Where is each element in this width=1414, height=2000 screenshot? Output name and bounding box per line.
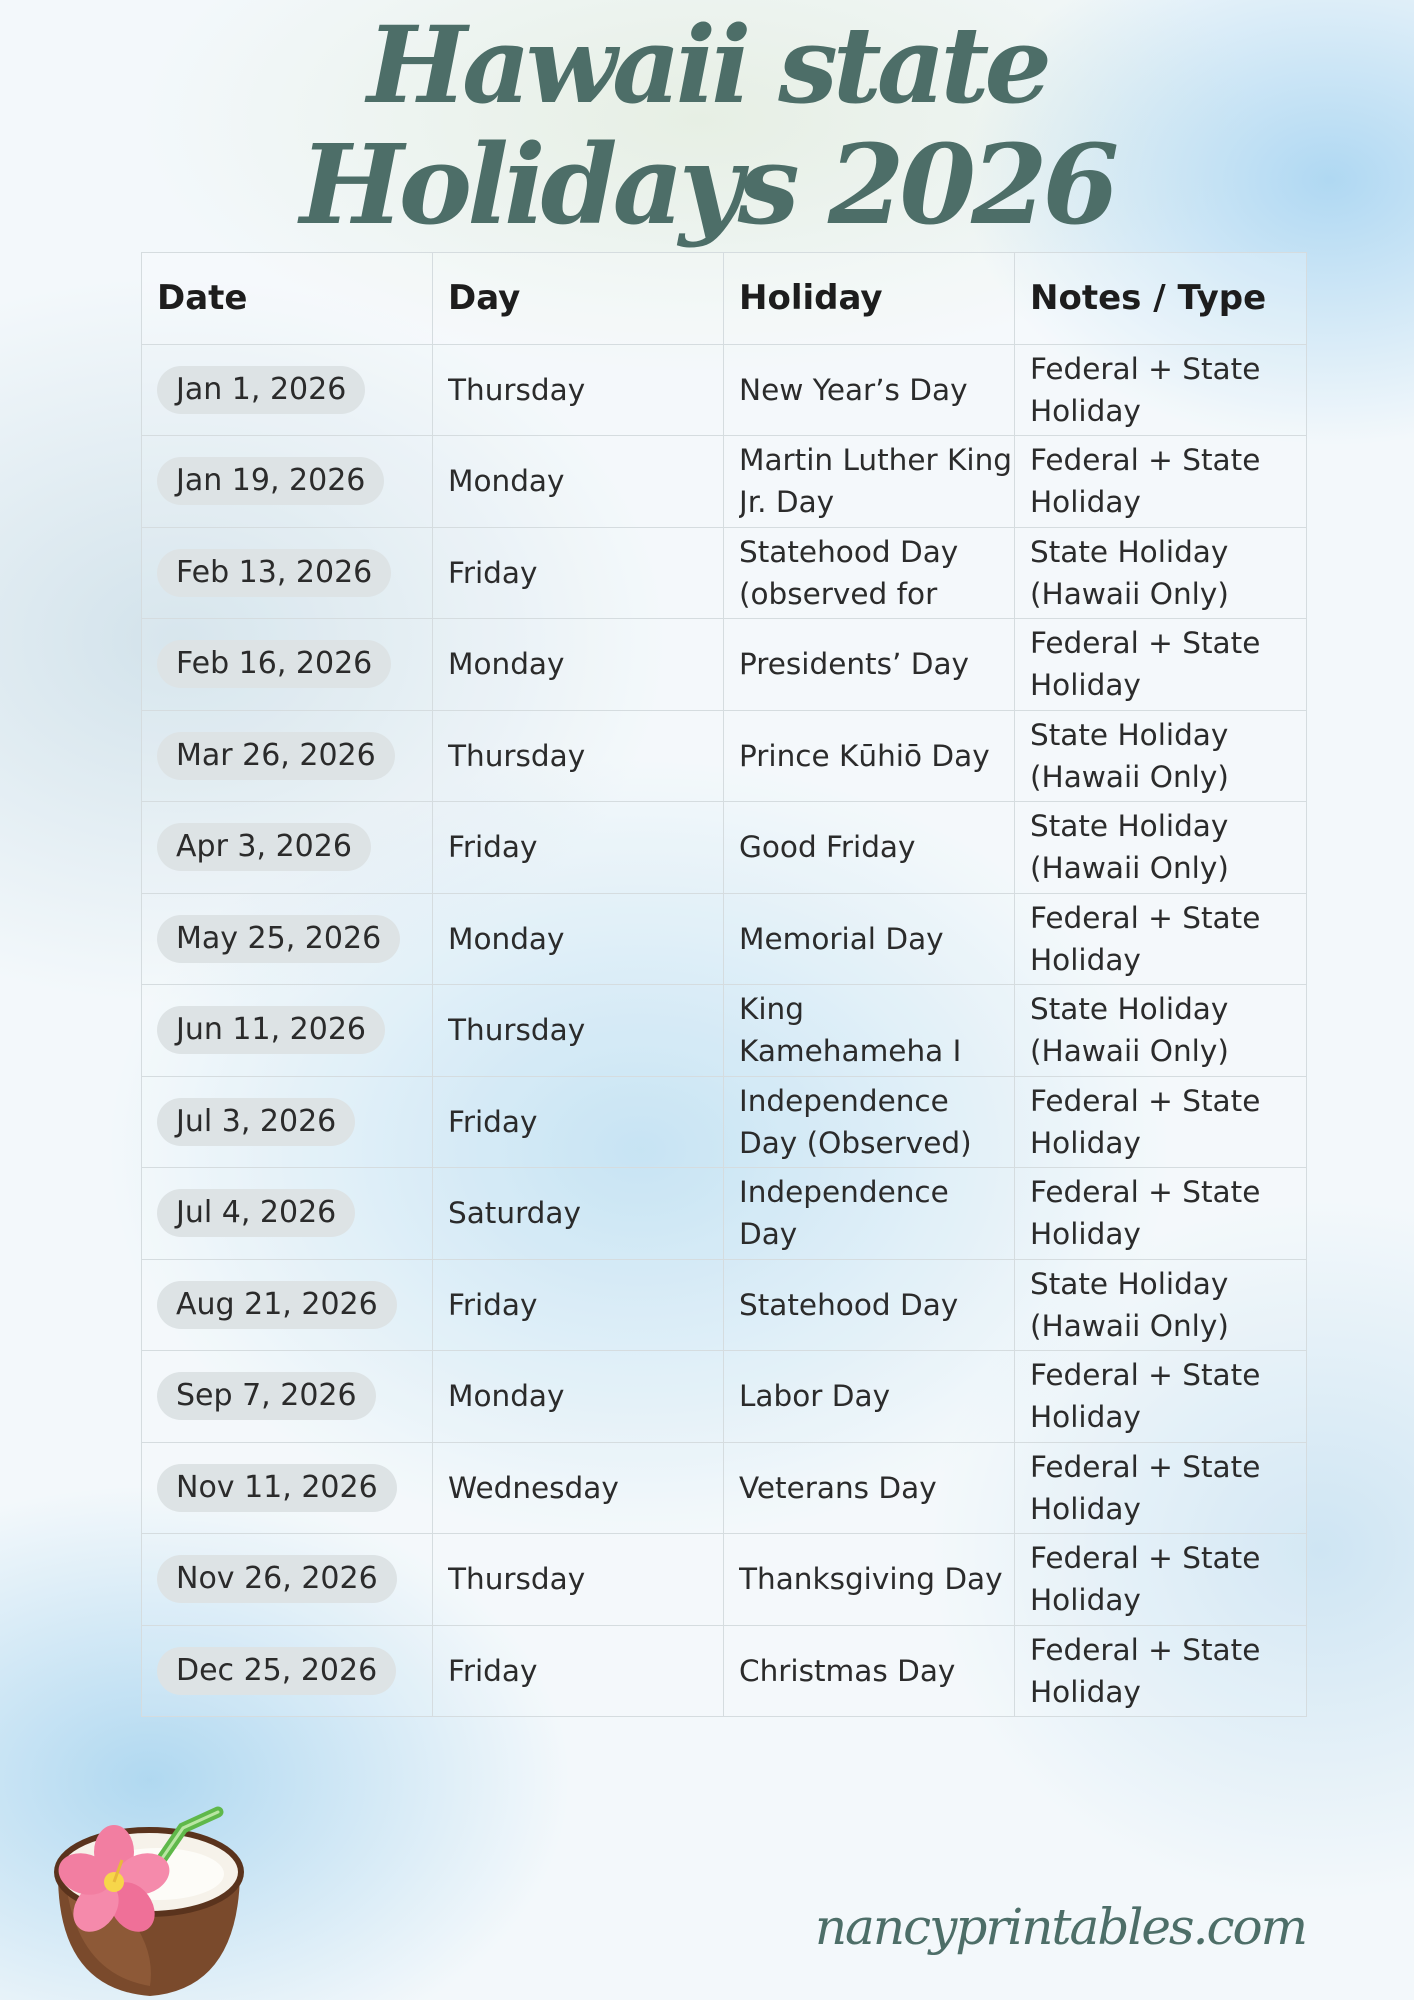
day-cell [433,436,724,528]
holiday-cell [724,985,1015,1077]
title-line-1: Hawaii state [367,2,1047,127]
holiday-cell [724,1076,1015,1168]
notes-text: Federal + State Holiday [1030,1541,1261,1618]
table-row [142,527,1307,619]
day-text: Monday [448,647,565,682]
date-pill: Apr 3, 2026 [157,823,371,871]
day-cell [433,710,724,802]
date-cell [142,527,433,619]
date-pill: Nov 11, 2026 [157,1464,397,1512]
day-cell [433,1076,724,1168]
holiday-text: Veterans Day [739,1470,937,1505]
holiday-table [141,252,1307,1717]
table-row [142,436,1307,528]
date-pill: Jul 3, 2026 [157,1098,355,1146]
day-text: Wednesday [448,1470,619,1505]
holiday-cell [724,893,1015,985]
holiday-text: Presidents’ Day [739,647,969,682]
day-text: Thursday [448,738,586,773]
notes-cell [1015,1625,1307,1717]
day-text: Friday [448,1653,538,1688]
holiday-cell [724,527,1015,619]
table-row [142,1625,1307,1717]
notes-cell [1015,710,1307,802]
coconut-drink-icon [38,1764,258,2000]
holiday-text: Statehood Day [739,1287,959,1322]
notes-cell [1015,619,1307,711]
table-row [142,1534,1307,1626]
day-cell [433,1351,724,1443]
table-row [142,619,1307,711]
table-row [142,1076,1307,1168]
table-row [142,985,1307,1077]
date-cell [142,985,433,1077]
day-cell [433,1259,724,1351]
date-cell [142,344,433,436]
day-text: Friday [448,1287,538,1322]
notes-cell [1015,985,1307,1077]
date-pill: Aug 21, 2026 [157,1281,397,1329]
holiday-text: King Kamehameha I [739,992,962,1069]
holiday-cell [724,344,1015,436]
date-cell [142,710,433,802]
notes-text: State Holiday (Hawaii Only) [1030,534,1229,611]
date-pill: Mar 26, 2026 [157,732,395,780]
table-row [142,802,1307,894]
date-cell [142,619,433,711]
table-header-row [142,253,1307,345]
notes-cell [1015,436,1307,528]
table-row [142,1259,1307,1351]
notes-cell [1015,1076,1307,1168]
table-row [142,344,1307,436]
notes-text: Federal + State Holiday [1030,1449,1261,1526]
holiday-text: New Year’s Day [739,372,968,407]
date-pill: Feb 13, 2026 [157,549,391,597]
table-row [142,1351,1307,1443]
date-pill: Sep 7, 2026 [157,1372,376,1420]
day-text: Thursday [448,1013,586,1048]
holiday-text: Thanksgiving Day [739,1562,1003,1597]
date-pill: Jul 4, 2026 [157,1189,355,1237]
holiday-text: Independence Day (Observed) [739,1083,972,1160]
day-cell [433,1625,724,1717]
website-url: nancyprintables.com [814,1898,1306,1956]
holiday-cell [724,802,1015,894]
date-cell [142,436,433,528]
holiday-cell [724,710,1015,802]
date-pill: Dec 25, 2026 [157,1647,396,1695]
day-cell [433,527,724,619]
column-header-notes: Notes / Type [1015,253,1307,345]
date-cell [142,1442,433,1534]
holiday-text: Prince Kūhiō Day [739,738,990,773]
day-text: Friday [448,830,538,865]
notes-text: Federal + State Holiday [1030,900,1261,977]
notes-cell [1015,1442,1307,1534]
notes-text: Federal + State Holiday [1030,351,1261,428]
notes-cell [1015,802,1307,894]
day-cell [433,802,724,894]
notes-text: Federal + State Holiday [1030,1175,1261,1252]
date-cell [142,1168,433,1260]
notes-cell [1015,527,1307,619]
day-text: Thursday [448,1562,586,1597]
date-cell [142,1076,433,1168]
day-text: Friday [448,1104,538,1139]
title-line-2: Holidays 2026 [299,120,1115,249]
holiday-cell [724,1534,1015,1626]
column-header-holiday: Holiday [724,253,1015,345]
date-cell [142,1259,433,1351]
notes-cell [1015,1259,1307,1351]
holiday-text: Independence Day [739,1175,949,1252]
day-cell [433,344,724,436]
holiday-cell [724,1625,1015,1717]
notes-text: State Holiday (Hawaii Only) [1030,992,1229,1069]
column-header-date: Date [142,253,433,345]
table-row [142,1442,1307,1534]
notes-cell [1015,893,1307,985]
holiday-cell [724,1442,1015,1534]
notes-cell [1015,344,1307,436]
notes-text: Federal + State Holiday [1030,1358,1261,1435]
day-text: Saturday [448,1196,581,1231]
holiday-text: Statehood Day (observed for [739,534,959,611]
holiday-text: Christmas Day [739,1653,956,1688]
day-cell [433,1168,724,1260]
notes-cell [1015,1168,1307,1260]
column-header-day: Day [433,253,724,345]
date-cell [142,1351,433,1443]
notes-cell [1015,1351,1307,1443]
notes-text: Federal + State Holiday [1030,1632,1261,1709]
notes-text: State Holiday (Hawaii Only) [1030,717,1229,794]
date-pill: Jan 19, 2026 [157,457,384,505]
notes-text: State Holiday (Hawaii Only) [1030,1266,1229,1343]
holiday-cell [724,1168,1015,1260]
notes-text: Federal + State Holiday [1030,626,1261,703]
date-cell [142,1625,433,1717]
table-row [142,1168,1307,1260]
day-text: Thursday [448,372,586,407]
holiday-text: Labor Day [739,1379,891,1414]
holiday-cell [724,1259,1015,1351]
day-cell [433,893,724,985]
date-cell [142,893,433,985]
notes-text: Federal + State Holiday [1030,1083,1261,1160]
holiday-cell [724,1351,1015,1443]
day-cell [433,1534,724,1626]
holiday-text: Martin Luther King Jr. Day [739,443,1012,520]
date-pill: Jun 11, 2026 [157,1006,385,1054]
page-title [0,0,1414,249]
table-row [142,710,1307,802]
notes-text: Federal + State Holiday [1030,443,1261,520]
notes-cell [1015,1534,1307,1626]
notes-text: State Holiday (Hawaii Only) [1030,809,1229,886]
day-text: Monday [448,1379,565,1414]
date-pill: May 25, 2026 [157,915,400,963]
holiday-cell [724,436,1015,528]
day-cell [433,1442,724,1534]
date-cell [142,1534,433,1626]
date-pill: Nov 26, 2026 [157,1555,397,1603]
day-text: Monday [448,921,565,956]
holiday-cell [724,619,1015,711]
day-cell [433,619,724,711]
day-text: Friday [448,555,538,590]
table-body [142,344,1307,1717]
day-text: Monday [448,464,565,499]
date-cell [142,802,433,894]
date-pill: Feb 16, 2026 [157,640,391,688]
holiday-text: Memorial Day [739,921,944,956]
table-row [142,893,1307,985]
day-cell [433,985,724,1077]
holiday-text: Good Friday [739,830,916,865]
date-pill: Jan 1, 2026 [157,366,365,414]
